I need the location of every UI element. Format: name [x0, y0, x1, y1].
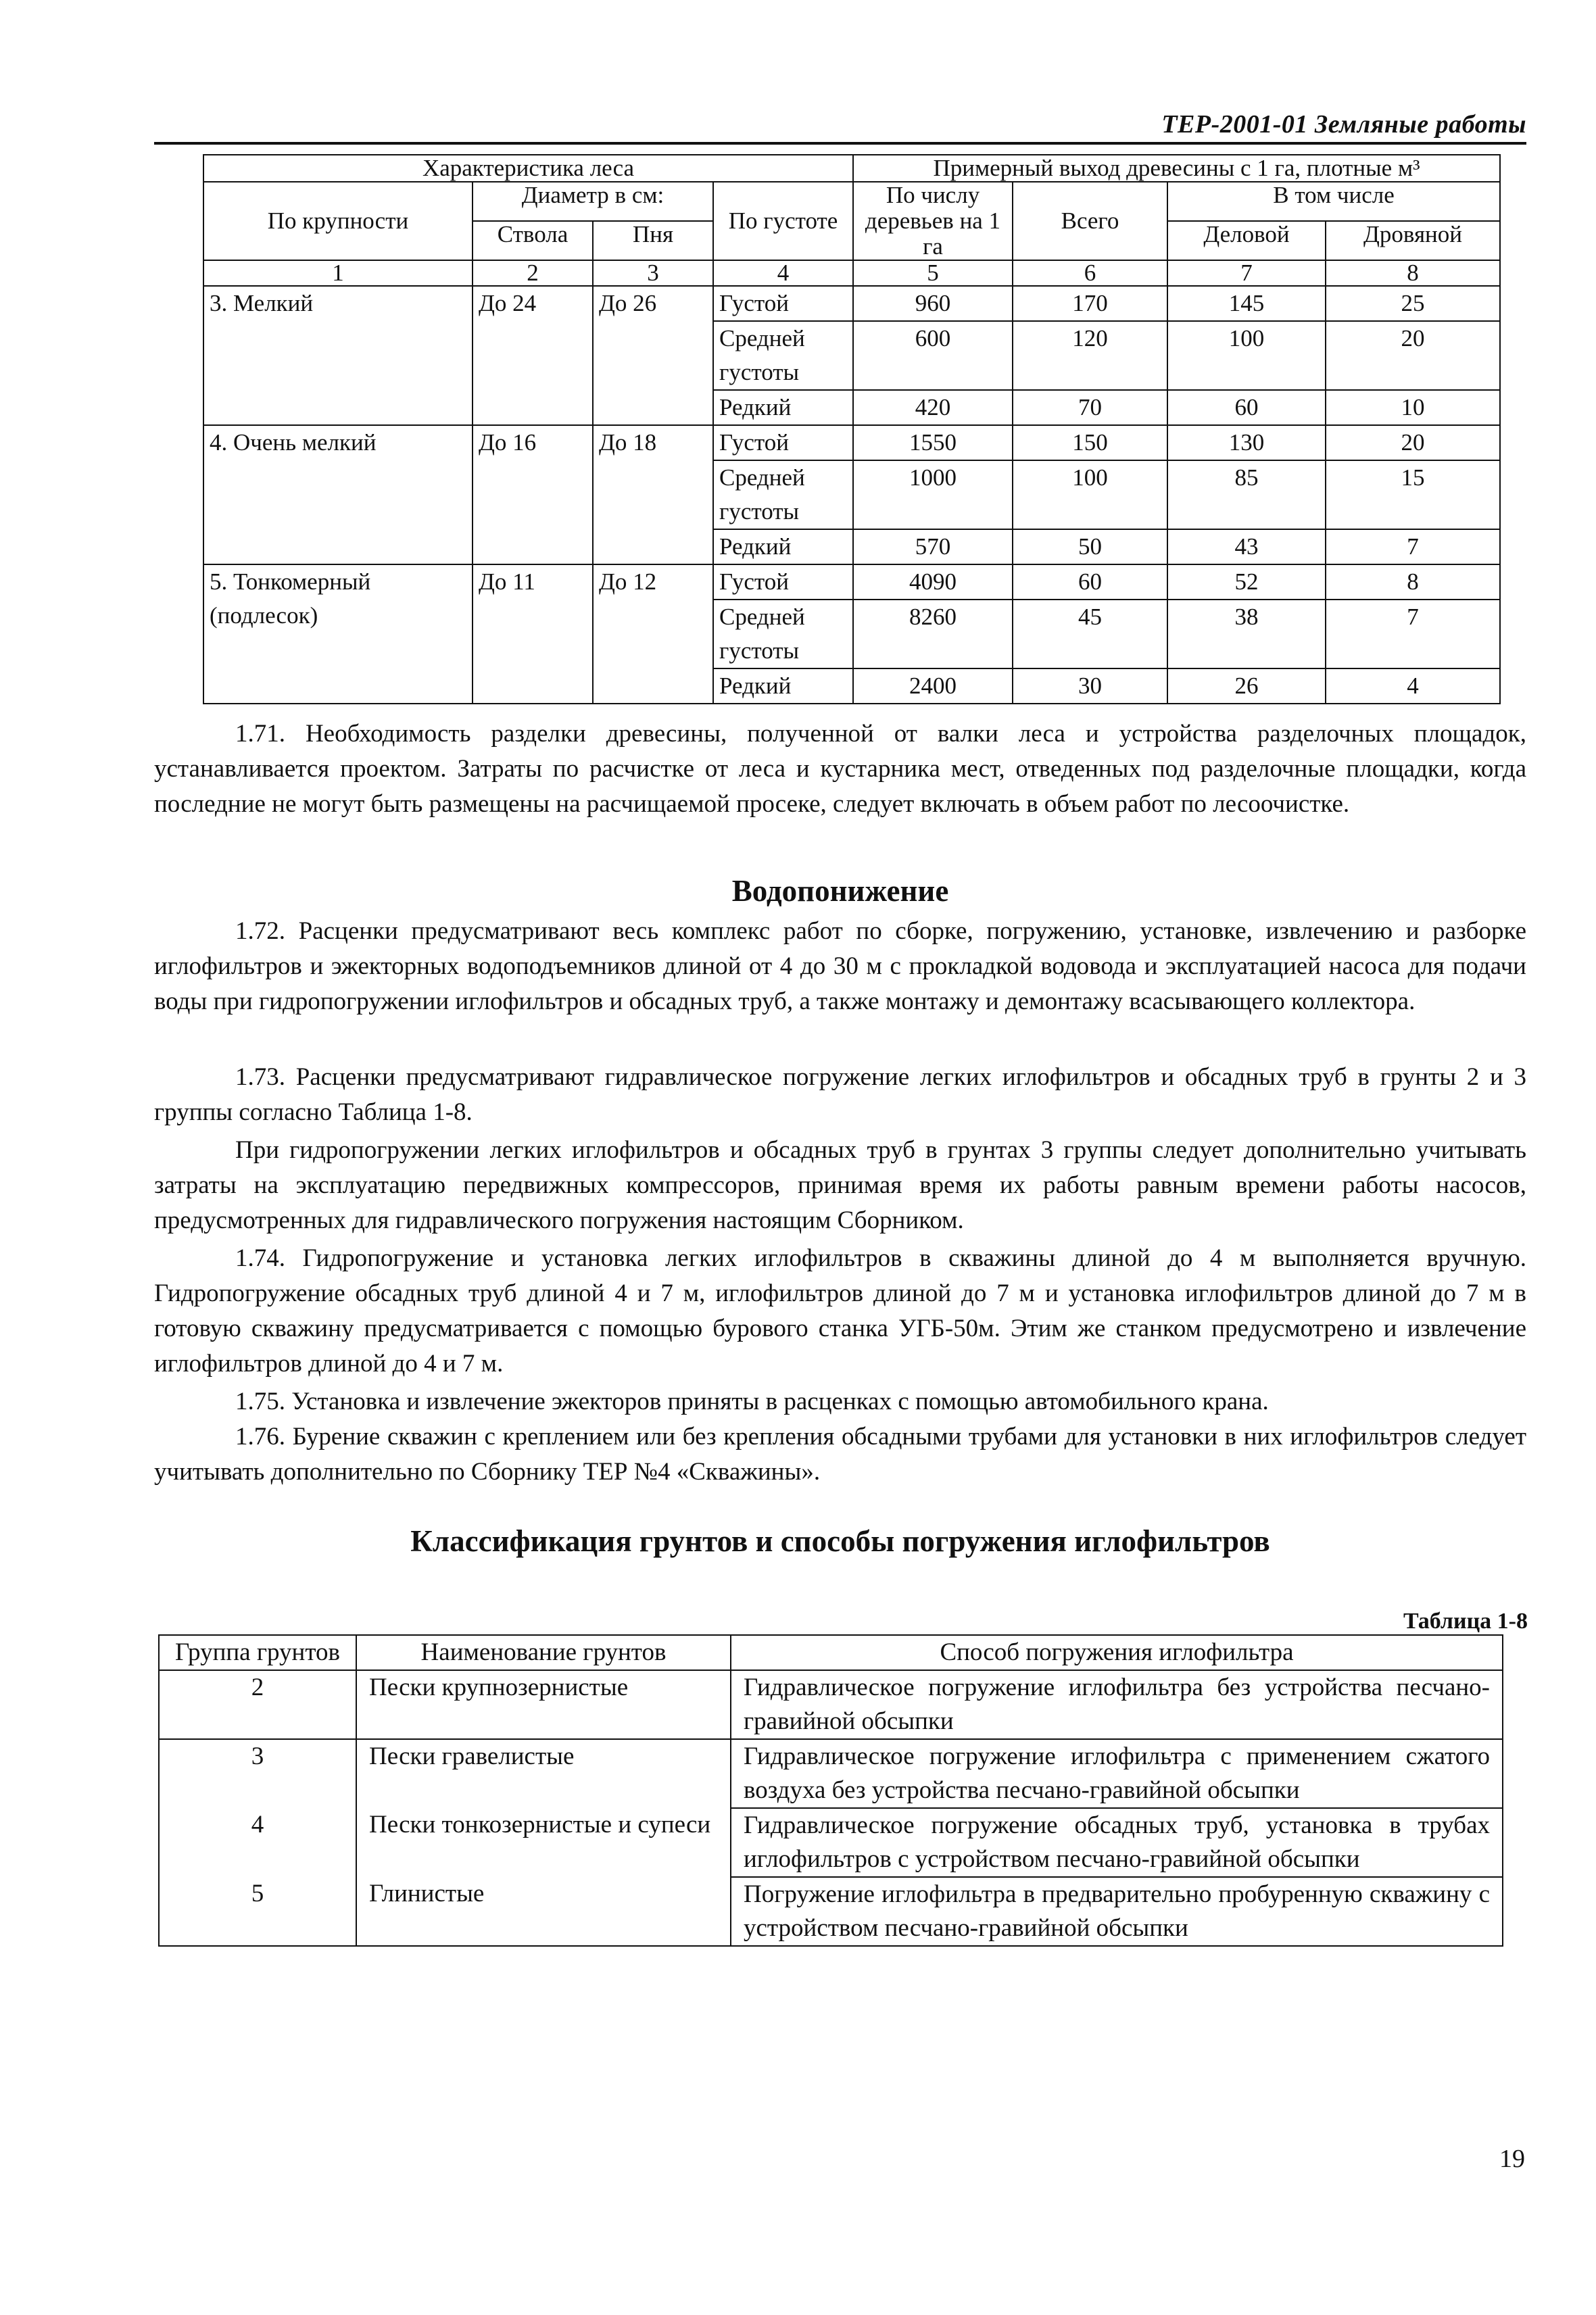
- density: Густой: [713, 286, 853, 321]
- size-class: 3. Мелкий: [203, 286, 473, 425]
- table-row: [159, 1877, 1503, 1946]
- total-yield: 70: [1013, 390, 1167, 425]
- soil-name: Пески крупнозернистые: [356, 1670, 731, 1739]
- soil-group: 5: [159, 1877, 356, 1946]
- header-including: В том числе: [1167, 182, 1500, 221]
- firewood-yield: 7: [1326, 529, 1500, 564]
- header-wood-yield: Примерный выход древесины с 1 га, плотные м³: [853, 155, 1500, 182]
- paragraph-1-73-continued: При гидропогружении легких иглофильтров и обсадных труб в грунтах 3 группы следует дополнительно учитывать затраты на эксплуатацию передвижных компрессоров, принимая время их работы равным времени работы насосов, предусмотренных для гидравлического погружения настоящим Сборником.: [154, 1136, 1526, 1234]
- header-method: Способ погружения иглофильтра: [731, 1635, 1503, 1670]
- firewood-yield: 20: [1326, 321, 1500, 390]
- stump-diameter: До 26: [593, 286, 713, 425]
- section-title: Водопонижение: [731, 874, 949, 908]
- business-yield: 26: [1167, 668, 1326, 704]
- immersion-method: Погружение иглофильтра в предварительно пробуренную скважину с устройством песчано-гравийной обсыпки: [731, 1877, 1503, 1946]
- header-soil-group: Группа грунтов: [159, 1635, 356, 1670]
- column-number: 5: [853, 260, 1013, 286]
- trunk-diameter: До 11: [473, 564, 593, 704]
- firewood-yield: 20: [1326, 425, 1500, 460]
- trunk-diameter: До 24: [473, 286, 593, 425]
- header-trunk: Ствола: [473, 221, 593, 260]
- firewood-yield: 10: [1326, 390, 1500, 425]
- header-business: Деловой: [1167, 221, 1326, 260]
- paragraph-1-74: 1.74. Гидропогружение и установка легких иглофильтров в скважины длиной до 4 м выполняется вручную. Гидропогружение обсадных труб длиной 4 и 7 м, иглофильтров длиной до 7 м и установка иглофильтров длиной до 7 м в готовую скважину предусматривается с помощью бурового станка УГБ-50м. Этим же станком предусмотрено и извлечение иглофильтров длиной до 4 и 7 м.: [154, 1244, 1526, 1378]
- business-yield: 60: [1167, 390, 1326, 425]
- density: Средней густоты: [713, 600, 853, 668]
- column-number: 8: [1326, 260, 1500, 286]
- soil-group: 2: [159, 1670, 356, 1739]
- trees-per-ha: 4090: [853, 564, 1013, 600]
- density: Средней густоты: [713, 321, 853, 390]
- stump-diameter: До 18: [593, 425, 713, 564]
- business-yield: 43: [1167, 529, 1326, 564]
- table-row: [159, 1739, 1503, 1808]
- paragraph-1-72: 1.72. Расценки предусматривают весь комплекс работ по сборке, погружению, установке, извлечению и разборке иглофильтров и эжекторных водоподъемников длиной от 4 до 30 м с прокладкой водовода и эксплуатацией насоса для подачи воды при гидропогружении иглофильтров и обсадных труб, а также монтажу и демонтажу всасывающего коллектора.: [154, 917, 1526, 1015]
- table-row: [159, 1670, 1503, 1739]
- header-by-size: По крупности: [203, 182, 473, 260]
- density: Густой: [713, 564, 853, 600]
- paragraph-1-71: 1.71. Необходимость разделки древесины, полученной от валки леса и устройства разделочных площадок, устанавливается проектом. Затраты по расчистке от леса и кустарника мест, отведенных под разделочные площадки, когда последние не могут быть размещены на расчищаемой просеке, следует включать в объем работ по лесоочистке.: [154, 720, 1526, 818]
- trees-per-ha: 1000: [853, 460, 1013, 529]
- total-yield: 170: [1013, 286, 1167, 321]
- classification-title: Классификация грунтов и способы погружения иглофильтров: [410, 1524, 1270, 1558]
- table-row: [203, 286, 1500, 321]
- running-title: ТЕР-2001-01 Земляные работы: [1161, 110, 1526, 139]
- paragraph-1-73: 1.73. Расценки предусматривают гидравлическое погружение легких иглофильтров и обсадных труб в грунты 2 и 3 группы согласно Таблица 1-8.: [154, 1063, 1526, 1126]
- business-yield: 52: [1167, 564, 1326, 600]
- firewood-yield: 7: [1326, 600, 1500, 668]
- header-soil-name: Наименование грунтов: [356, 1635, 731, 1670]
- header-by-density: По густоте: [713, 182, 853, 260]
- column-number: 6: [1013, 260, 1167, 286]
- total-yield: 150: [1013, 425, 1167, 460]
- paragraph-1-75: 1.75. Установка и извлечение эжекторов приняты в расценках с помощью автомобильного крана.: [235, 1388, 1269, 1415]
- column-number: 4: [713, 260, 853, 286]
- business-yield: 85: [1167, 460, 1326, 529]
- total-yield: 30: [1013, 668, 1167, 704]
- table-row: [203, 425, 1500, 460]
- stump-diameter: До 12: [593, 564, 713, 704]
- trees-per-ha: 1550: [853, 425, 1013, 460]
- header-forest-characteristic: Характеристика леса: [203, 155, 853, 182]
- table-caption: Таблица 1-8: [1403, 1609, 1528, 1634]
- business-yield: 130: [1167, 425, 1326, 460]
- header-stump: Пня: [593, 221, 713, 260]
- size-class: 5. Тонкомерный (подлесок): [203, 564, 473, 704]
- total-yield: 100: [1013, 460, 1167, 529]
- total-yield: 120: [1013, 321, 1167, 390]
- column-number: 3: [593, 260, 713, 286]
- immersion-method: Гидравлическое погружение иглофильтра с применением сжатого воздуха без устройства песчано-гравийной обсыпки: [731, 1739, 1503, 1808]
- table-row: [203, 564, 1500, 600]
- header-total: Всего: [1013, 182, 1167, 260]
- total-yield: 50: [1013, 529, 1167, 564]
- trees-per-ha: 570: [853, 529, 1013, 564]
- density: Редкий: [713, 390, 853, 425]
- size-class: 4. Очень мелкий: [203, 425, 473, 564]
- immersion-method: Гидравлическое погружение обсадных труб, установка в трубах иглофильтров с устройством песчано-гравийной обсыпки: [731, 1808, 1503, 1877]
- trees-per-ha: 2400: [853, 668, 1013, 704]
- density: Редкий: [713, 668, 853, 704]
- trees-per-ha: 600: [853, 321, 1013, 390]
- business-yield: 38: [1167, 600, 1326, 668]
- soil-name: Глинистые: [356, 1877, 731, 1946]
- soil-group: 4: [159, 1808, 356, 1877]
- paragraph-1-76: 1.76. Бурение скважин с креплением или без крепления обсадными трубами для установки в них иглофильтров следует учитывать дополнительно по Сборнику ТЕР №4 «Скважины».: [154, 1423, 1526, 1486]
- header-rule: [154, 142, 1526, 145]
- density: Густой: [713, 425, 853, 460]
- trees-per-ha: 960: [853, 286, 1013, 321]
- firewood-yield: 8: [1326, 564, 1500, 600]
- firewood-yield: 4: [1326, 668, 1500, 704]
- density: Средней густоты: [713, 460, 853, 529]
- firewood-yield: 15: [1326, 460, 1500, 529]
- business-yield: 100: [1167, 321, 1326, 390]
- density: Редкий: [713, 529, 853, 564]
- column-number: 7: [1167, 260, 1326, 286]
- trunk-diameter: До 16: [473, 425, 593, 564]
- business-yield: 145: [1167, 286, 1326, 321]
- soil-name: Пески гравелистые: [356, 1739, 731, 1808]
- column-number: 1: [203, 260, 473, 286]
- header-firewood: Дровяной: [1326, 221, 1500, 260]
- soil-group: 3: [159, 1739, 356, 1808]
- table-row: [159, 1808, 1503, 1877]
- total-yield: 45: [1013, 600, 1167, 668]
- immersion-method: Гидравлическое погружение иглофильтра без устройства песчано-гравийной обсыпки: [731, 1670, 1503, 1739]
- trees-per-ha: 8260: [853, 600, 1013, 668]
- forest-yield-table: [203, 154, 1501, 704]
- soil-name: Пески тонкозернистые и супеси: [356, 1808, 731, 1877]
- trees-per-ha: 420: [853, 390, 1013, 425]
- header-diameter: Диаметр в см:: [473, 182, 713, 221]
- firewood-yield: 25: [1326, 286, 1500, 321]
- total-yield: 60: [1013, 564, 1167, 600]
- page-number: 19: [1499, 2145, 1525, 2173]
- soil-classification-table: [158, 1634, 1503, 1947]
- header-trees-count: По числу деревьев на 1 га: [853, 182, 1013, 260]
- column-number: 2: [473, 260, 593, 286]
